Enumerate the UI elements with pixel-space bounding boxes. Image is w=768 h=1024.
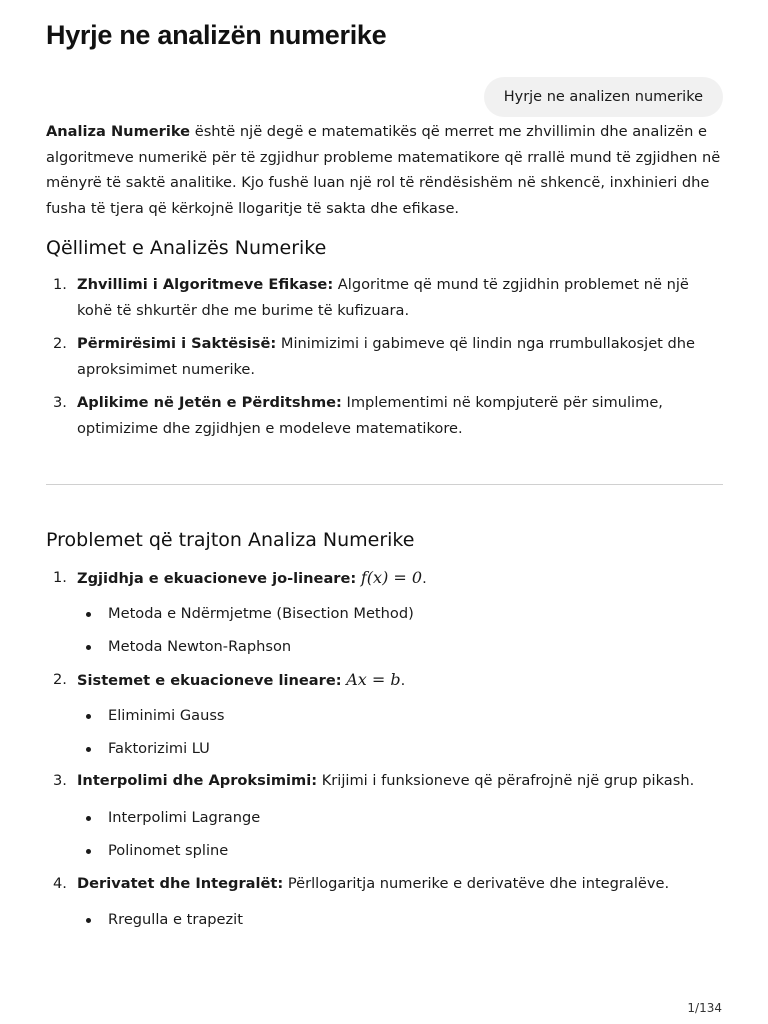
sub-item-text: Faktorizimi LU bbox=[108, 740, 210, 757]
list-item bbox=[46, 770, 723, 792]
sub-item-text: Interpolimi Lagrange bbox=[108, 809, 261, 826]
math-formula: f(x) = 0 bbox=[360, 568, 423, 587]
section-divider bbox=[46, 484, 723, 485]
sub-list-item bbox=[46, 840, 723, 862]
list-item: 1. Zgjidhja e ekuacioneve jo-lineare: f(x) = 0. bbox=[53, 568, 427, 587]
bullet-icon bbox=[86, 816, 91, 821]
math-formula: Ax = b bbox=[346, 670, 401, 689]
list-item bbox=[46, 873, 723, 895]
sub-item-text: Metoda Newton-Raphson bbox=[108, 638, 292, 655]
list-number: 1. bbox=[53, 569, 67, 586]
list-number: 3. bbox=[53, 394, 67, 411]
page-number: 1/134 bbox=[687, 1001, 722, 1015]
item-text: Minimizimi i gabimeve që lindin nga rrumbullakosjet dhe aproksimimet numerike. bbox=[77, 335, 696, 378]
list-number: 3. bbox=[53, 772, 67, 789]
sub-list-item bbox=[46, 636, 723, 658]
list-number: 4. bbox=[53, 875, 67, 892]
list-number: 1. bbox=[53, 276, 67, 293]
item-text: Implementimi në kompjuterë për simulime, optimizime dhe zgjidhjen e modeleve matematikore. bbox=[77, 394, 663, 437]
list-number: 2. bbox=[53, 671, 67, 688]
bullet-icon bbox=[86, 612, 91, 617]
sub-item-text: Metoda e Ndërmjetme (Bisection Method) bbox=[108, 605, 414, 622]
goals-list bbox=[46, 272, 723, 449]
item-term: Zhvillimi i Algoritmeve Efikase: bbox=[77, 276, 334, 293]
intro-term: Analiza Numerike bbox=[46, 123, 191, 140]
intro-text: është një degë e matematikës që merret me zhvillimin dhe analizën e algoritmeve numerikë për të zgjidhur probleme matematikore që rrallë mund të zgjidhen në mënyrë të saktë analitike. Kjo fushë luan një rol të rëndësishëm në shkencë, inxhinieri dhe fusha të tjera që kërkojnë llogaritje të sakta dhe efikase. bbox=[46, 123, 721, 218]
list-item bbox=[46, 331, 723, 382]
sub-list-item bbox=[46, 705, 723, 727]
sub-item-text: Polinomet spline bbox=[108, 842, 229, 859]
item-term: Aplikime në Jetën e Përditshme: bbox=[77, 394, 342, 411]
bullet-icon bbox=[86, 849, 91, 854]
sub-list-item bbox=[46, 603, 723, 625]
list-item: 2. Sistemet e ekuacioneve lineare: Ax = b. bbox=[53, 670, 406, 689]
sub-list-item bbox=[46, 807, 723, 829]
list-item bbox=[46, 390, 723, 441]
item-term: Derivatet dhe Integralët: bbox=[77, 875, 284, 892]
list-number: 2. bbox=[53, 335, 67, 352]
bullet-icon bbox=[86, 714, 91, 719]
item-text: Algoritme që mund të zgjidhin problemet në një kohë të shkurtër dhe me burime të kufizuara. bbox=[77, 276, 689, 319]
topic-chip[interactable]: Hyrje ne analizen numerike bbox=[484, 77, 723, 117]
problems-heading: Problemet që trajton Analiza Numerike bbox=[46, 529, 415, 551]
sub-item-text: Rregulla e trapezit bbox=[108, 911, 243, 928]
page-title: Hyrje ne analizën numerike bbox=[46, 20, 387, 50]
bullet-icon bbox=[86, 747, 91, 752]
item-text: Krijimi i funksioneve që përafrojnë një grup pikash. bbox=[317, 772, 695, 789]
sub-list-item bbox=[46, 738, 723, 760]
bullet-icon bbox=[86, 918, 91, 923]
item-term: Sistemet e ekuacioneve lineare: bbox=[77, 672, 342, 689]
item-term: Përmirësimi i Saktësisë: bbox=[77, 335, 277, 352]
intro-paragraph bbox=[46, 119, 723, 222]
goals-heading: Qëllimet e Analizës Numerike bbox=[46, 237, 327, 259]
sub-item-text: Eliminimi Gauss bbox=[108, 707, 225, 724]
sub-list-item bbox=[46, 909, 723, 931]
item-term: Interpolimi dhe Aproksimimi: bbox=[77, 772, 318, 789]
item-term: Zgjidhja e ekuacioneve jo-lineare: bbox=[77, 570, 357, 587]
list-item bbox=[46, 272, 723, 323]
item-text: Përllogaritja numerike e derivatëve dhe integralëve. bbox=[283, 875, 670, 892]
bullet-icon bbox=[86, 645, 91, 650]
